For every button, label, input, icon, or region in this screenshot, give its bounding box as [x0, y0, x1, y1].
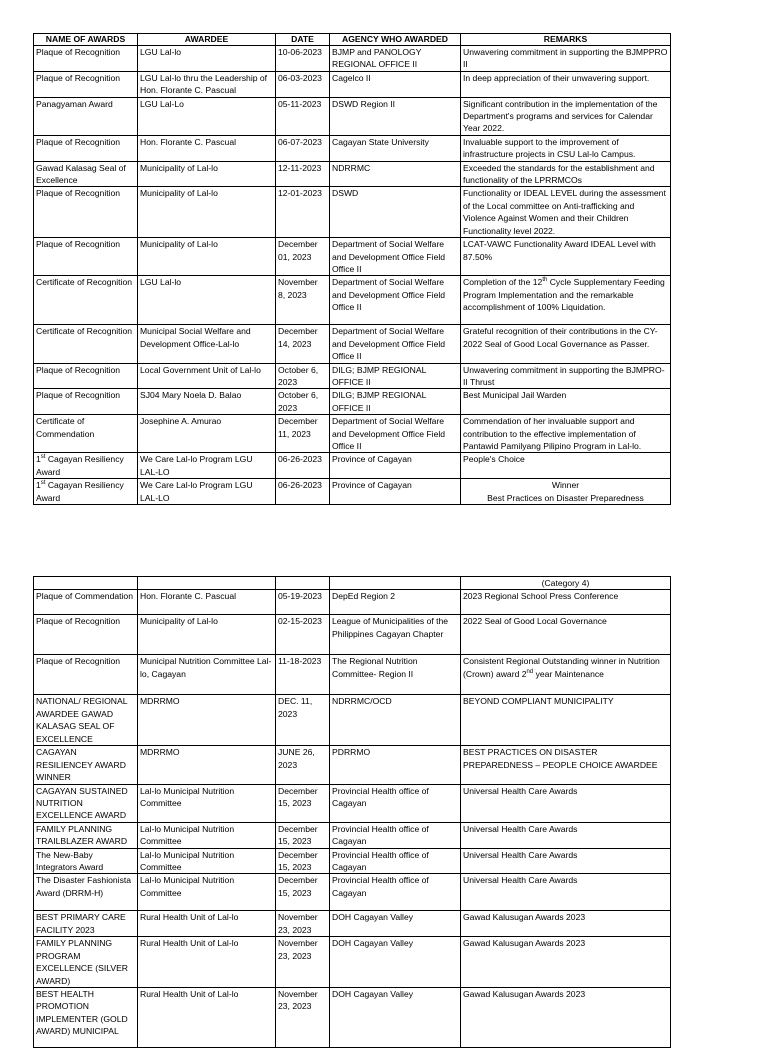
award-name: Gawad Kalasag Seal of Excellence — [34, 161, 138, 187]
awardee: LGU Lal-Lo — [138, 97, 276, 135]
award-date: December 15, 2023 — [276, 874, 330, 911]
award-date: 05-11-2023 — [276, 97, 330, 135]
remarks: Consistent Regional Outstanding winner in Nutrition (Crown) award 2nd year Maintenance — [461, 655, 671, 695]
award-date: October 6, 2023 — [276, 389, 330, 415]
award-name: CAGAYAN SUSTAINED NUTRITION EXCELLENCE AWARD — [34, 784, 138, 822]
table-row — [34, 987, 671, 1047]
table-row — [34, 784, 671, 822]
table-row — [34, 187, 671, 238]
remarks: LCAT-VAWC Functionality Award IDEAL Level with 87.50% — [461, 238, 671, 276]
table-row — [34, 695, 671, 746]
award-name: Plaque of Recognition — [34, 238, 138, 276]
awardee: Lal-lo Municipal Nutrition Committee — [138, 848, 276, 874]
award-date: JUNE 26, 2023 — [276, 746, 330, 784]
awardee: Hon. Florante C. Pascual — [138, 590, 276, 615]
remarks: BEST PRACTICES ON DISASTER PREPAREDNESS – PEOPLE CHOICE AWARDEE — [461, 746, 671, 784]
table-row — [34, 97, 671, 135]
award-date: November 23, 2023 — [276, 987, 330, 1047]
agency: DSWD Region II — [330, 97, 461, 135]
awardee: Hon. Florante C. Pascual — [138, 135, 276, 161]
agency: Department of Social Welfare and Development Office Field Office II — [330, 276, 461, 325]
agency: Department of Social Welfare and Development Office Field Office II — [330, 415, 461, 453]
award-name: Plaque of Recognition — [34, 135, 138, 161]
awardee: We Care Lal-lo Program LGU LAL-LO — [138, 453, 276, 479]
awardee: We Care Lal-lo Program LGU LAL-LO — [138, 479, 276, 505]
header-awardee: AWARDEE — [138, 34, 276, 46]
agency: DILG; BJMP REGIONAL OFFICE II — [330, 389, 461, 415]
agency: Department of Social Welfare and Development Office Field Office II — [330, 238, 461, 276]
header-date: DATE — [276, 34, 330, 46]
award-date: December 11, 2023 — [276, 415, 330, 453]
award-name: Plaque of Recognition — [34, 363, 138, 389]
award-name: Plaque of Recognition — [34, 389, 138, 415]
award-date: December 01, 2023 — [276, 238, 330, 276]
award-date: December 15, 2023 — [276, 822, 330, 848]
award-date: December 15, 2023 — [276, 848, 330, 874]
table-row — [34, 415, 671, 453]
remarks — [461, 479, 671, 505]
award-date: 11-18-2023 — [276, 655, 330, 695]
awardee: Rural Health Unit of Lal-lo — [138, 937, 276, 988]
table-row — [34, 590, 671, 615]
table-row — [34, 874, 671, 911]
remarks: Invaluable support to the improvement of infrastructure projects in CSU Lal-lo Campus. — [461, 135, 671, 161]
award-name: BEST HEALTH PROMOTION IMPLEMENTER (GOLD AWARD) MUNICIPAL — [34, 987, 138, 1047]
agency: DOH Cagayan Valley — [330, 987, 461, 1047]
award-date: October 6, 2023 — [276, 363, 330, 389]
remarks: Commendation of her invaluable support and contribution to the effective implementation of Pantawid Pamilyang Pilipino Program in Lal-lo. — [461, 415, 671, 453]
remarks: Universal Health Care Awards — [461, 848, 671, 874]
remarks: Unwavering commitment in supporting the BJMPPRO II — [461, 46, 671, 72]
table-row — [34, 479, 671, 505]
awardee: Municipal Nutrition Committee Lal-lo, Cagayan — [138, 655, 276, 695]
awardee: Rural Health Unit of Lal-lo — [138, 911, 276, 937]
award-name: Plaque of Recognition — [34, 655, 138, 695]
remarks: 2022 Seal of Good Local Governance — [461, 615, 671, 655]
awardee: LGU Lal-lo thru the Leadership of Hon. Florante C. Pascual — [138, 71, 276, 97]
awardee: Municipality of Lal-lo — [138, 161, 276, 187]
award-name: Plaque of Recognition — [34, 615, 138, 655]
agency: Provincial Health office of Cagayan — [330, 822, 461, 848]
agency: DOH Cagayan Valley — [330, 937, 461, 988]
award-date: 05-19-2023 — [276, 590, 330, 615]
remarks: Universal Health Care Awards — [461, 784, 671, 822]
award-date: December 15, 2023 — [276, 784, 330, 822]
award-name: Plaque of Commendation — [34, 590, 138, 615]
remarks: Grateful recognition of their contributions in the CY-2022 Seal of Good Local Governance as Passer. — [461, 325, 671, 363]
table-row — [34, 911, 671, 937]
agency: League of Municipalities of the Philippines Cagayan Chapter — [330, 615, 461, 655]
remarks: Best Municipal Jail Warden — [461, 389, 671, 415]
awardee: MDRRMO — [138, 746, 276, 784]
agency: Cagayan State University — [330, 135, 461, 161]
award-name: Plaque of Recognition — [34, 46, 138, 72]
awardee: Lal-lo Municipal Nutrition Committee — [138, 822, 276, 848]
remarks: Significant contribution in the implementation of the Department's programs and services for Calendar Year 2022. — [461, 97, 671, 135]
table-header-row — [34, 577, 671, 590]
remark-best-practices: Best Practices on Disaster Preparedness — [487, 492, 644, 503]
award-date: 06-26-2023 — [276, 453, 330, 479]
awards-table-2 — [33, 576, 671, 1048]
agency: Department of Social Welfare and Development Office Field Office II — [330, 325, 461, 363]
remarks: Universal Health Care Awards — [461, 822, 671, 848]
table-row — [34, 453, 671, 479]
award-date: November 23, 2023 — [276, 911, 330, 937]
table-body — [34, 46, 671, 505]
agency: Cagelco II — [330, 71, 461, 97]
award-date: 12-11-2023 — [276, 161, 330, 187]
award-name: Certificate of Recognition — [34, 276, 138, 325]
table-row — [34, 655, 671, 695]
remarks: Gawad Kalusugan Awards 2023 — [461, 911, 671, 937]
remarks: Unwavering commitment in supporting the BJMPRO-II Thrust — [461, 363, 671, 389]
award-date: 06-26-2023 — [276, 479, 330, 505]
agency: Provincial Health office of Cagayan — [330, 848, 461, 874]
table-row — [34, 161, 671, 187]
remarks: People's Choice — [461, 453, 671, 479]
award-name: 1st Cagayan Resiliency Award — [34, 453, 138, 479]
award-name: NATIONAL/ REGIONAL AWARDEE GAWAD KALASAG SEAL OF EXCELLENCE — [34, 695, 138, 746]
header-agency: AGENCY WHO AWARDED — [330, 34, 461, 46]
award-date: December 14, 2023 — [276, 325, 330, 363]
award-name: 1st Cagayan Resiliency Award — [34, 479, 138, 505]
award-date: November 23, 2023 — [276, 937, 330, 988]
agency: PDRRMO — [330, 746, 461, 784]
table-row — [34, 615, 671, 655]
header-remarks: REMARKS — [461, 34, 671, 46]
agency: Provincial Health office of Cagayan — [330, 784, 461, 822]
agency: BJMP and PANOLOGY REGIONAL OFFICE II — [330, 46, 461, 72]
remarks: Gawad Kalusugan Awards 2023 — [461, 937, 671, 988]
awardee: Municipal Social Welfare and Development Office-Lal-lo — [138, 325, 276, 363]
table-row — [34, 937, 671, 988]
award-name: CAGAYAN RESILIENCEY AWARD WINNER — [34, 746, 138, 784]
remarks: Gawad Kalusugan Awards 2023 — [461, 987, 671, 1047]
table-row — [34, 848, 671, 874]
table-row — [34, 46, 671, 72]
remarks: Completion of the 12th Cycle Supplementary Feeding Program Implementation and the remarkable accomplishment of 100% Liquidation. — [461, 276, 671, 325]
award-date: 02-15-2023 — [276, 615, 330, 655]
award-name: FAMILY PLANNING TRAILBLAZER AWARD — [34, 822, 138, 848]
agency: DILG; BJMP REGIONAL OFFICE II — [330, 363, 461, 389]
awardee: LGU Lal-lo — [138, 46, 276, 72]
table-row — [34, 135, 671, 161]
awardee: Municipality of Lal-lo — [138, 615, 276, 655]
award-date: 06-07-2023 — [276, 135, 330, 161]
awardee: Lal-lo Municipal Nutrition Committee — [138, 874, 276, 911]
remarks: Functionality or IDEAL LEVEL during the assessment of the Local committee on Anti-trafficking and Violence Against Women and their Children Functionality level 2022. — [461, 187, 671, 238]
awardee: SJ04 Mary Noela D. Balao — [138, 389, 276, 415]
awardee: LGU Lal-lo — [138, 276, 276, 325]
table-header-row — [34, 34, 671, 46]
award-date: 06-03-2023 — [276, 71, 330, 97]
award-name: The Disaster Fashionista Award (DRRM-H) — [34, 874, 138, 911]
table-row — [34, 238, 671, 276]
award-name: BEST PRIMARY CARE FACILITY 2023 — [34, 911, 138, 937]
award-date: 12-01-2023 — [276, 187, 330, 238]
agency: DSWD — [330, 187, 461, 238]
awardee: Municipality of Lal-lo — [138, 238, 276, 276]
remarks: 2023 Regional School Press Conference — [461, 590, 671, 615]
awardee: Lal-lo Municipal Nutrition Committee — [138, 784, 276, 822]
awardee: Municipality of Lal-lo — [138, 187, 276, 238]
table-body — [34, 577, 671, 1048]
remarks: Universal Health Care Awards — [461, 874, 671, 911]
remarks: Exceeded the standards for the establishment and functionality of the LPRRMCOs — [461, 161, 671, 187]
agency: Province of Cagayan — [330, 479, 461, 505]
award-name: The New-Baby Integrators Award — [34, 848, 138, 874]
agency: DepEd Region 2 — [330, 590, 461, 615]
award-date: DEC. 11, 2023 — [276, 695, 330, 746]
agency: The Regional Nutrition Committee- Region II — [330, 655, 461, 695]
agency: NDRRMC/OCD — [330, 695, 461, 746]
award-name: Plaque of Recognition — [34, 187, 138, 238]
agency: Province of Cagayan — [330, 453, 461, 479]
award-name: Plaque of Recognition — [34, 71, 138, 97]
awardee: Local Government Unit of Lal-lo — [138, 363, 276, 389]
remarks: BEYOND COMPLIANT MUNICIPALITY — [461, 695, 671, 746]
agency: DOH Cagayan Valley — [330, 911, 461, 937]
award-name: Certificate of Commendation — [34, 415, 138, 453]
remark-winner: Winner — [551, 480, 580, 491]
awardee: MDRRMO — [138, 695, 276, 746]
category-label: (Category 4) — [461, 577, 671, 590]
header-name-of-awards: NAME OF AWARDS — [34, 34, 138, 46]
table-row — [34, 822, 671, 848]
award-date: 10-06-2023 — [276, 46, 330, 72]
award-name: FAMILY PLANNING PROGRAM EXCELLENCE (SILVER AWARD) — [34, 937, 138, 988]
award-name: Certificate of Recognition — [34, 325, 138, 363]
table-row — [34, 276, 671, 325]
table-row — [34, 389, 671, 415]
agency: Provincial Health office of Cagayan — [330, 874, 461, 911]
table-row — [34, 71, 671, 97]
remarks: In deep appreciation of their unwavering support. — [461, 71, 671, 97]
table-row — [34, 363, 671, 389]
award-name: Panagyaman Award — [34, 97, 138, 135]
awardee: Josephine A. Amurao — [138, 415, 276, 453]
awardee: Rural Health Unit of Lal-lo — [138, 987, 276, 1047]
table-row — [34, 746, 671, 784]
award-date: November 8, 2023 — [276, 276, 330, 325]
awards-table-1 — [33, 33, 671, 505]
table-row — [34, 325, 671, 363]
agency: NDRRMC — [330, 161, 461, 187]
